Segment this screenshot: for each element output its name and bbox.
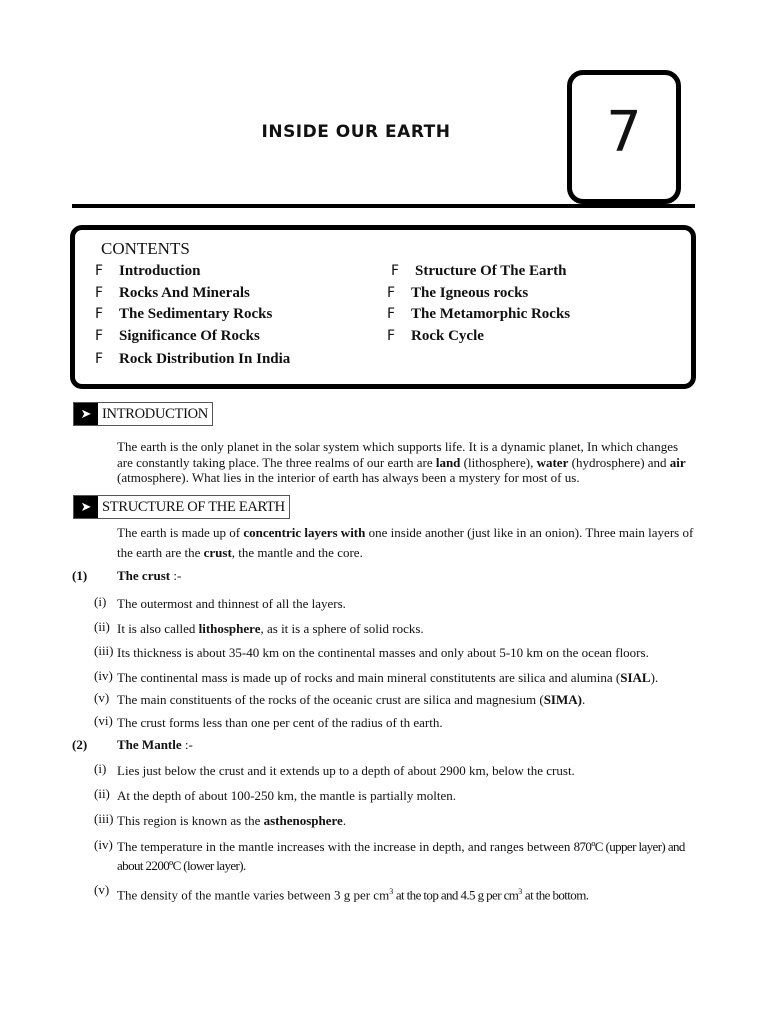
- structure-paragraph: The earth is made up of concentric layers with one inside another (just like in an onion). Three main layers of the earth are the crust, the mantle and the core.: [117, 525, 694, 560]
- list-number: (i): [94, 761, 107, 776]
- contents-bullet: F: [95, 285, 104, 301]
- contents-item-igneous: The Igneous rocks: [411, 285, 529, 301]
- contents-title: CONTENTS: [101, 239, 190, 258]
- list-number: (i): [94, 594, 107, 609]
- arrow-icon: ➤: [74, 496, 98, 518]
- contents-bullet: F: [95, 328, 104, 344]
- contents-bullet: F: [95, 263, 104, 279]
- list-number: (iv): [94, 668, 113, 683]
- mantle-point: The temperature in the mantle increases with the increase in depth, and ranges between 870ºC (upper layer) and about 2200ºC (lower layer).: [117, 839, 685, 873]
- list-number: (iii): [94, 811, 114, 826]
- section-heading-label: STRUCTURE OF THE EARTH: [102, 498, 285, 515]
- introduction-paragraph: The earth is the only planet in the solar system which supports life. It is a dynamic planet, In which changes are constantly taking place. The three realms of our earth are land (lithosphere), water (hydrosphere) and air (atmosphere). What lies in the interior of earth has always been a mystery for most of us.: [117, 439, 686, 485]
- contents-item-rock-cycle: Rock Cycle: [411, 328, 484, 344]
- item-number: (2): [72, 737, 88, 752]
- contents-item-structure: Structure Of The Earth: [415, 263, 567, 279]
- crust-heading: The crust :-: [117, 568, 182, 583]
- list-number: (iv): [94, 837, 113, 852]
- crust-point: It is also called lithosphere, as it is a sphere of solid rocks.: [117, 621, 424, 636]
- contents-bullet: F: [391, 263, 400, 279]
- contents-bullet: F: [387, 328, 396, 344]
- crust-point: The main constituents of the rocks of the oceanic crust are silica and magnesium (SIMA).: [117, 692, 586, 707]
- list-number: (v): [94, 690, 110, 705]
- contents-bullet: F: [95, 306, 104, 322]
- list-number: (ii): [94, 786, 110, 801]
- list-number: (v): [94, 882, 110, 897]
- mantle-point: This region is known as the asthenosphere.: [117, 813, 347, 828]
- arrow-icon: ➤: [74, 403, 98, 425]
- mantle-point: The density of the mantle varies between 3 g per $cm^3$ at the top and 4.5 g per $cm^3$ at the bottom.: [117, 887, 589, 903]
- list-number: (vi): [94, 713, 113, 728]
- section-heading-structure: [73, 495, 290, 519]
- section-heading-introduction: [73, 402, 213, 426]
- contents-item-significance: Significance Of Rocks: [119, 328, 260, 344]
- contents-item-metamorphic: The Metamorphic Rocks: [411, 306, 571, 322]
- contents-item-distribution: Rock Distribution In India: [119, 351, 291, 367]
- list-number: (ii): [94, 619, 110, 634]
- contents-item-introduction: Introduction: [119, 263, 201, 279]
- crust-point: The continental mass is made up of rocks and main mineral constitutents are silica and alumina (SIAL).: [117, 670, 659, 685]
- contents-item-rocks-minerals: Rocks And Minerals: [119, 285, 250, 301]
- contents-bullet: F: [95, 351, 104, 367]
- contents-bullet: F: [387, 306, 396, 322]
- chapter-title: INSIDE OUR EARTH: [261, 122, 451, 142]
- section-heading-label: INTRODUCTION: [102, 405, 208, 422]
- chapter-number: 7: [606, 100, 642, 165]
- mantle-point: At the depth of about 100-250 km, the mantle is partially molten.: [117, 788, 457, 803]
- header-rule: [72, 204, 695, 208]
- contents-bullet: F: [387, 285, 396, 301]
- crust-point: The crust forms less than one per cent of the radius of th earth.: [117, 715, 443, 730]
- crust-point: Its thickness is about 35-40 km on the continental masses and only about 5-10 km on the ocean floors.: [117, 645, 649, 660]
- mantle-point: Lies just below the crust and it extends up to a depth of about 2900 km, below the crust.: [117, 763, 575, 778]
- contents-item-sedimentary: The Sedimentary Rocks: [119, 306, 273, 322]
- list-number: (iii): [94, 643, 114, 658]
- item-number: (1): [72, 568, 88, 583]
- crust-point: The outermost and thinnest of all the layers.: [117, 596, 346, 611]
- mantle-heading: The Mantle :-: [117, 737, 193, 752]
